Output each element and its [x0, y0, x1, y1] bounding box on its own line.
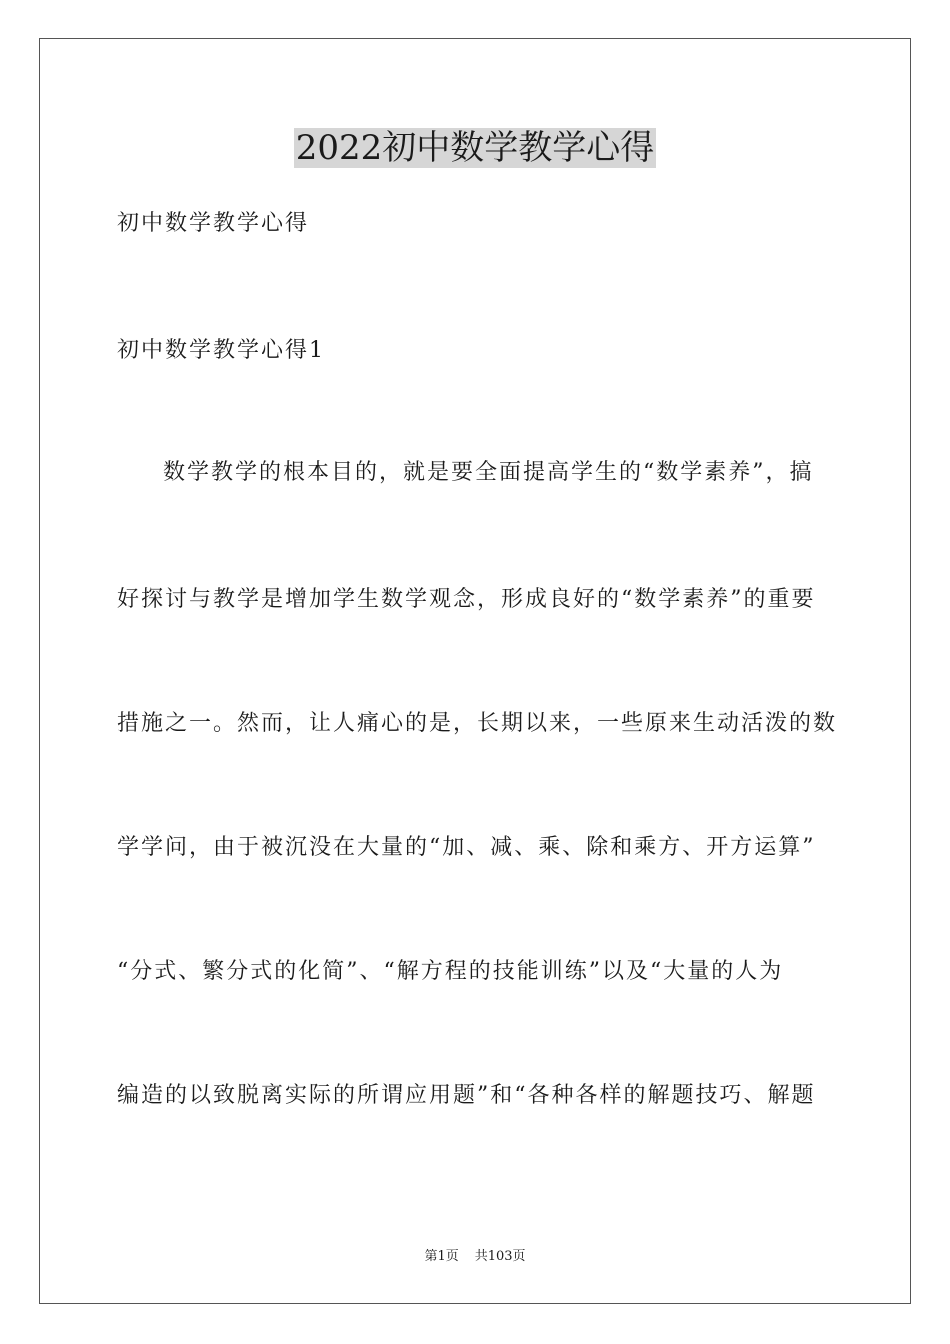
body-line: 措施之一。然而，让人痛心的是，长期以来，一些原来生动活泼的数	[117, 711, 838, 736]
body-line: 学学问，由于被沉没在大量的“加、减、乘、除和乘方、开方运算”	[117, 835, 816, 860]
document-title	[0, 126, 950, 170]
body-line: 编造的以致脱离实际的所谓应用题”和“各种各样的解题技巧、解题	[117, 1083, 816, 1108]
body-line: 好探讨与教学是增加学生数学观念，形成良好的“数学素养”的重要	[117, 587, 816, 612]
document-subtitle: 初中数学教学心得	[117, 211, 310, 236]
page-total: 共103页	[474, 1249, 526, 1264]
page-footer	[0, 1248, 950, 1266]
body-line: 数学教学的根本目的，就是要全面提高学生的“数学素养”，搞	[163, 460, 814, 485]
page-number: 第1页	[424, 1249, 459, 1264]
document-title-text: 2022初中数学教学心得	[295, 128, 655, 168]
section-heading: 初中数学教学心得1	[117, 338, 325, 363]
body-line: “分式、繁分式的化简”、“解方程的技能训练”以及“大量的人为	[117, 959, 784, 984]
